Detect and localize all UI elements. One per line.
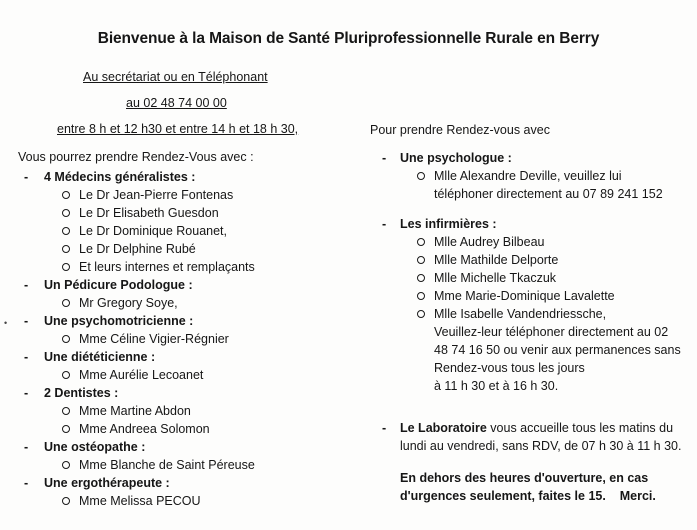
bullet-icon	[417, 310, 425, 318]
bullet-icon	[62, 335, 70, 343]
list-item: Mr Gregory Soye,	[14, 294, 344, 312]
nurse-note: Rendez-vous tous les jours	[434, 361, 585, 375]
bullet-icon	[417, 172, 425, 180]
list-item: Mlle Isabelle Vandendriessche,	[370, 305, 690, 323]
nurse-note: 48 74 16 50 ou venir aux permanences sans	[434, 343, 681, 357]
category-ergotherapeute: - Une ergothérapeute :	[24, 476, 170, 490]
bullet-icon	[417, 238, 425, 246]
bullet-icon	[62, 497, 70, 505]
list-item: Le Dr Dominique Rouanet,	[14, 222, 344, 240]
closing-line: En dehors des heures d'ouverture, en cas	[400, 471, 649, 485]
bullet-icon	[62, 209, 70, 217]
page-title: Bienvenue à la Maison de Santé Pluriprofessionnelle Rurale en Berry	[97, 30, 600, 47]
bullet-icon	[417, 274, 425, 282]
list-item: Et leurs internes et remplaçants	[14, 258, 344, 276]
category-podologue: - Un Pédicure Podologue :	[24, 278, 193, 292]
contact-line: Au secrétariat ou en Téléphonant	[83, 70, 268, 84]
bullet-icon	[62, 299, 70, 307]
list-item: Mlle Alexandre Deville, veuillez lui	[370, 167, 690, 185]
bullet-icon	[62, 371, 70, 379]
list-item: Mlle Mathilde Delporte	[370, 251, 690, 269]
list-item: Mme Martine Abdon	[14, 402, 344, 420]
bullet-icon	[62, 191, 70, 199]
contact-hours: entre 8 h et 12 h30 et entre 14 h et 18 h 30,	[57, 122, 299, 136]
list-item: Mme Aurélie Lecoanet	[14, 366, 344, 384]
category-dieteticienne: - Une diététicienne :	[24, 350, 156, 364]
category-medecins: - 4 Médecins généralistes :	[24, 170, 196, 184]
scan-mark: •	[4, 318, 8, 328]
bullet-icon	[62, 425, 70, 433]
list-item: Mme Melissa PECOU	[14, 492, 344, 510]
bullet-icon	[62, 245, 70, 253]
category-osteopathe: - Une ostéopathe :	[24, 440, 146, 454]
list-item: Le Dr Elisabeth Guesdon	[14, 204, 344, 222]
list-item: Mlle Michelle Tkaczuk	[370, 269, 690, 287]
bullet-icon	[62, 227, 70, 235]
list-item: Mme Andreea Solomon	[14, 420, 344, 438]
bullet-icon	[417, 256, 425, 264]
bullet-icon	[62, 461, 70, 469]
closing-line: d'urgences seulement, faites le 15. Merci.	[400, 489, 656, 503]
contact-phone: au 02 48 74 00 00	[126, 96, 227, 110]
list-item-continuation: téléphoner directement au 07 89 241 152	[434, 187, 663, 201]
category-dentistes: - 2 Dentistes :	[24, 386, 119, 400]
bullet-icon	[417, 292, 425, 300]
bullet-icon	[62, 407, 70, 415]
left-column	[14, 168, 344, 510]
nurse-note: à 11 h 30 et à 16 h 30.	[434, 379, 559, 393]
bullet-icon	[62, 263, 70, 271]
nurse-note: Veuillez-leur téléphoner directement au 02	[434, 325, 669, 339]
list-item: Mme Blanche de Saint Péreuse	[14, 456, 344, 474]
category-psychologue: - Une psychologue :	[382, 151, 512, 165]
list-item: Le Dr Jean-Pierre Fontenas	[14, 186, 344, 204]
category-psychomotricienne: - Une psychomotricienne :	[24, 314, 194, 328]
intro-text: Vous pourrez prendre Rendez-Vous avec :	[18, 150, 254, 164]
list-item: Le Dr Delphine Rubé	[14, 240, 344, 258]
list-item: Mme Marie-Dominique Lavalette	[370, 287, 690, 305]
list-item: Mlle Audrey Bilbeau	[370, 233, 690, 251]
right-heading: Pour prendre Rendez-vous avec	[370, 123, 550, 137]
laboratoire-info: - Le Laboratoire vous accueille tous les matins du	[382, 421, 674, 435]
right-column	[370, 121, 690, 505]
list-item: Mme Céline Vigier-Régnier	[14, 330, 344, 348]
category-infirmieres: - Les infirmières :	[382, 217, 497, 231]
laboratoire-hours: lundi au vendredi, sans RDV, de 07 h 30 à 11 h 30.	[400, 439, 682, 453]
